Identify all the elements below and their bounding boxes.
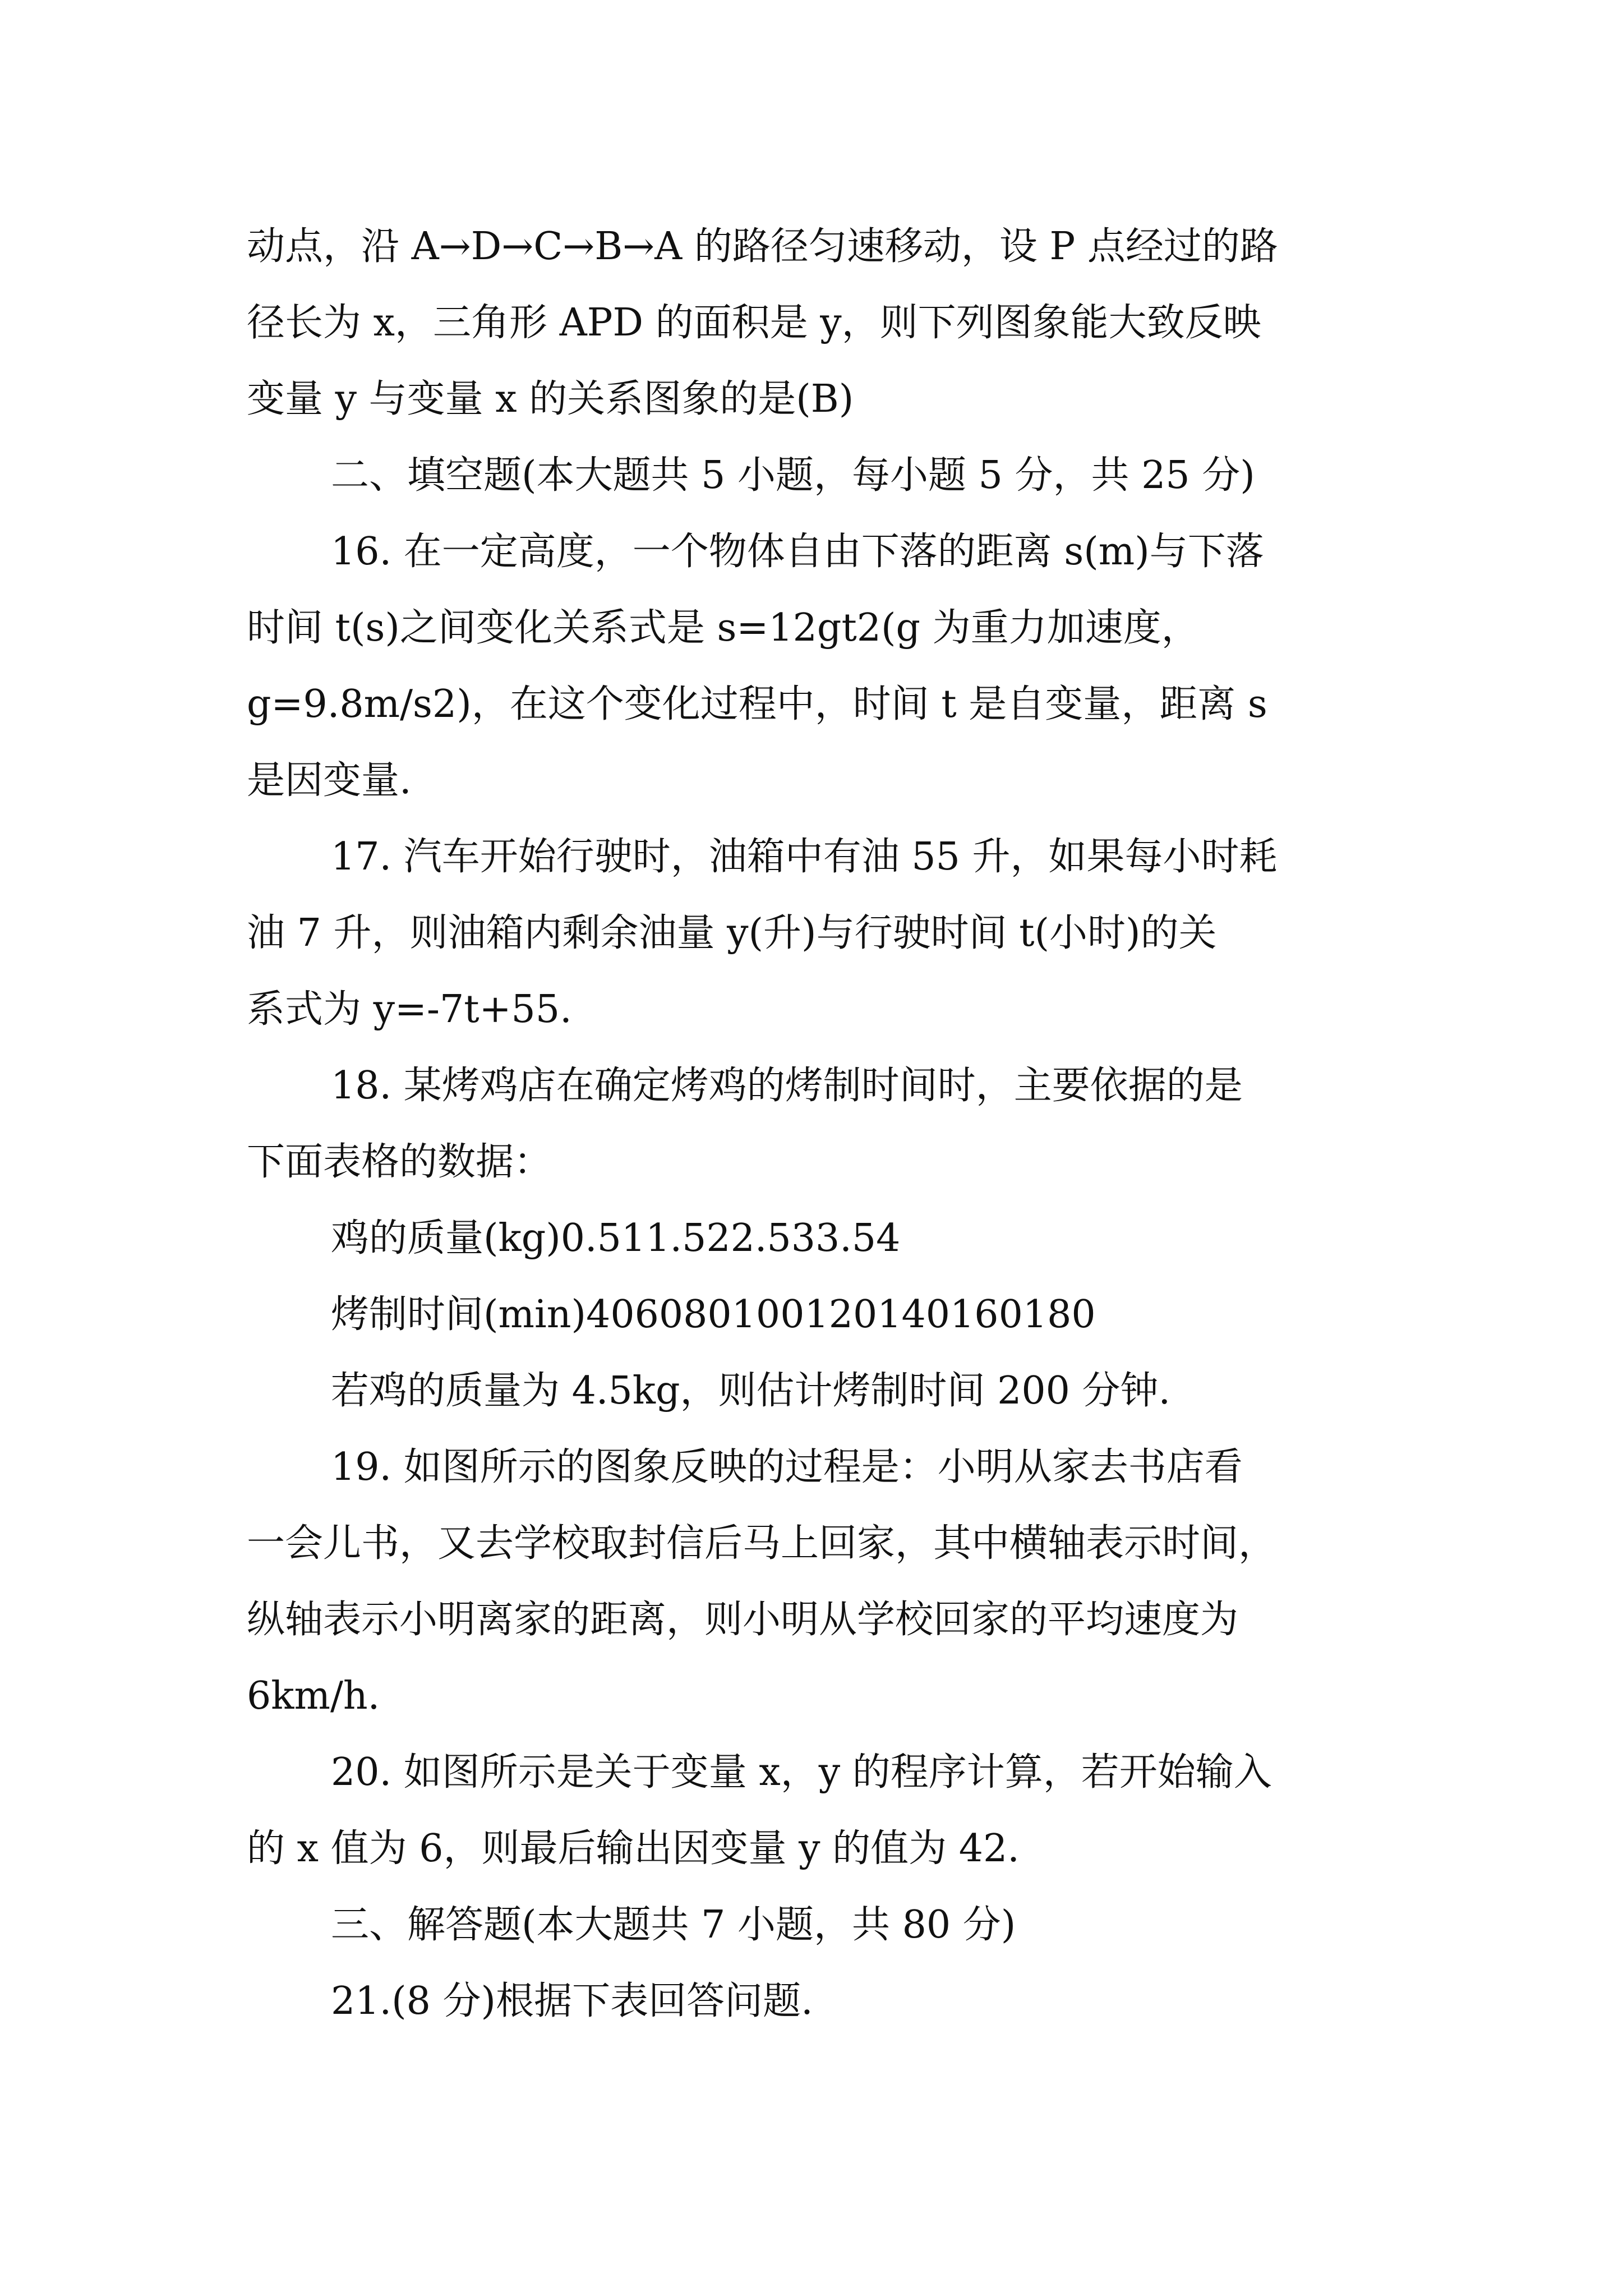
question-20-line-1: 20. 如图所示是关于变量 x，y 的程序计算，若开始输入	[331, 1750, 1272, 1795]
question-18-answer: 若鸡的质量为 4.5kg，则估计烤制时间 200 分钟.	[331, 1369, 1171, 1413]
question-20-line-2: 的 x 值为 6，则最后输出因变量 y 的值为 42.	[247, 1826, 1020, 1871]
text-line-q15-cont-3: 变量 y 与变量 x 的关系图象的是(B)	[247, 377, 854, 421]
question-16-line-3: g=9.8m/s2)，在这个变化过程中，时间 t 是自变量，距离 s	[247, 682, 1267, 726]
question-18-time-row: 烤制时间(min)406080100120140160180	[331, 1292, 1096, 1337]
question-21-line-1: 21.(8 分)根据下表回答问题.	[331, 1979, 813, 2023]
question-18-line-1: 18. 某烤鸡店在确定烤鸡的烤制时间时，主要依据的是	[331, 1064, 1243, 1108]
section-heading-fill-in: 二、填空题(本大题共 5 小题，每小题 5 分，共 25 分)	[331, 453, 1255, 498]
document-body	[247, 209, 1380, 2040]
text-line-q15-cont-2: 径长为 x，三角形 APD 的面积是 y，则下列图象能大致反映	[247, 301, 1261, 345]
question-19-line-1: 19. 如图所示的图象反映的过程是：小明从家去书店看	[331, 1445, 1243, 1489]
question-18-line-2: 下面表格的数据：	[247, 1140, 552, 1184]
question-17-line-1: 17. 汽车开始行驶时，油箱中有油 55 升，如果每小时耗	[331, 835, 1278, 879]
question-17-line-3: 系式为 y=-7t+55.	[247, 987, 572, 1032]
question-19-line-3: 纵轴表示小明离家的距离，则小明从学校回家的平均速度为	[247, 1598, 1239, 1642]
question-17-line-2: 油 7 升，则油箱内剩余油量 y(升)与行驶时间 t(小时)的关	[247, 911, 1217, 955]
question-19-line-2: 一会儿书，又去学校取封信后马上回家，其中横轴表示时间，	[247, 1521, 1277, 1566]
question-16-line-2: 时间 t(s)之间变化关系式是 s=12gt2(g 为重力加速度，	[247, 606, 1200, 650]
question-16-line-1: 16. 在一定高度，一个物体自由下落的距离 s(m)与下落	[331, 530, 1264, 574]
question-16-line-4: 是因变量.	[247, 758, 412, 803]
text-line-q15-cont-1: 动点，沿 A→D→C→B→A 的路径匀速移动，设 P 点经过的路	[247, 224, 1278, 269]
question-19-line-4: 6km/h.	[247, 1674, 380, 1718]
section-heading-solutions: 三、解答题(本大题共 7 小题，共 80 分)	[331, 1903, 1016, 1947]
question-18-mass-row: 鸡的质量(kg)0.511.522.533.54	[331, 1216, 901, 1260]
